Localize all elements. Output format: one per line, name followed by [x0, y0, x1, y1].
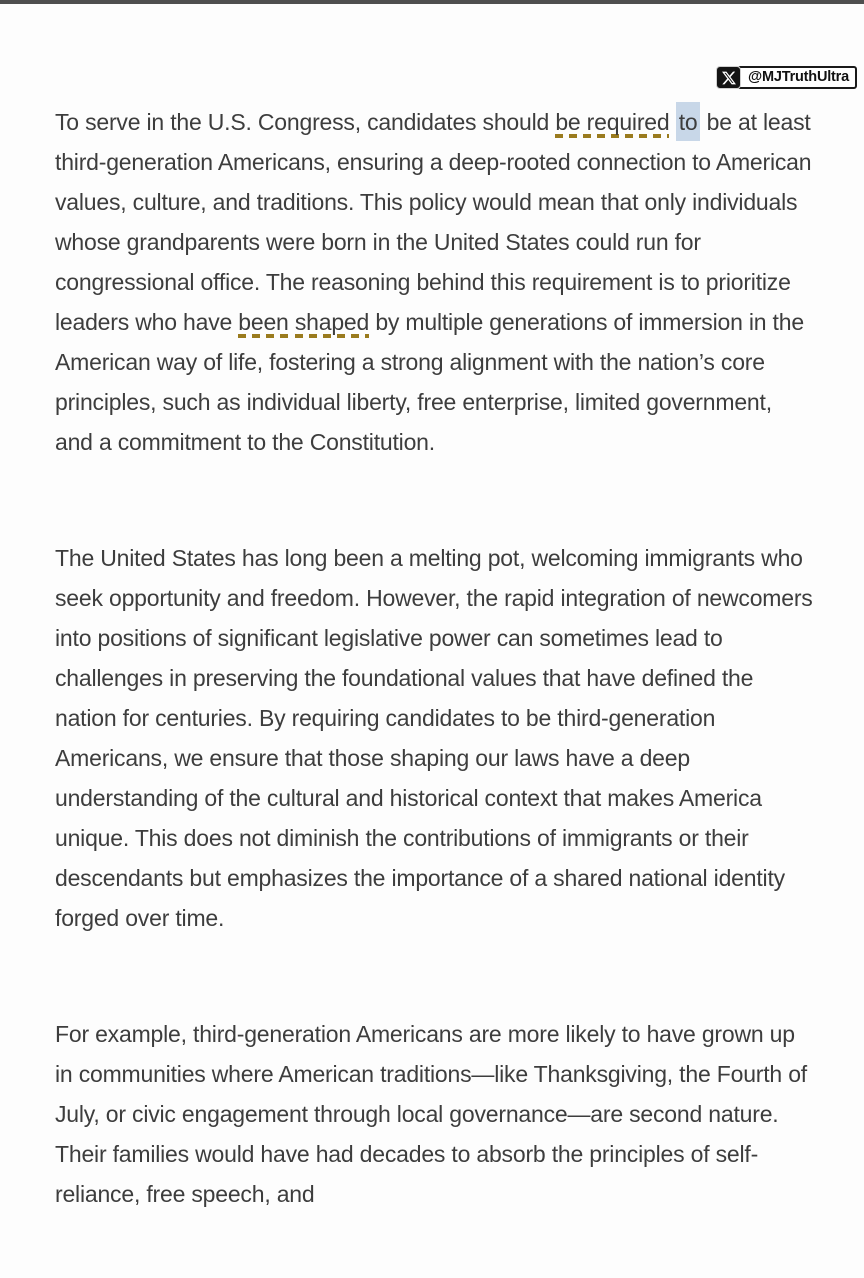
- top-edge-bar: [0, 0, 864, 4]
- watermark-badge: [716, 66, 857, 89]
- text-segment: To serve in the U.S. Congress, candidates should: [55, 109, 556, 135]
- paragraph: [55, 1014, 813, 1214]
- text-segment: [289, 309, 295, 335]
- text-segment: For example, third-generation Americans are more likely to have grown up in communities where American traditions—like Thanksgiving, the Fourth of July, or civic engagement through local governance—are second nature. Their families would have had decades to absorb the principles of self-reliance, free speech, and: [55, 1021, 807, 1207]
- selection-highlight: to: [676, 102, 701, 141]
- watermark-handle: @MJTruthUltra: [737, 66, 857, 89]
- text-segment: [669, 109, 675, 135]
- spellcheck-underline: shaped: [295, 309, 369, 338]
- text-segment: by multiple generations of immersion in the American way of life, fostering a strong alignment with the nation’s core principles, such as individual liberty, free enterprise, limited government, and a commitment to the Constitution.: [55, 309, 804, 455]
- text-segment: be at least third-generation Americans, ensuring a deep-rooted connection to American values, culture, and traditions. This policy would mean that only individuals whose grandparents were born in the United States could run for congressional office. The reasoning behind this requirement is to prioritize leaders who have: [55, 109, 812, 335]
- x-logo-icon: [716, 66, 741, 89]
- document-body: [55, 102, 813, 1214]
- spellcheck-underline: been: [238, 309, 288, 338]
- paragraph: [55, 102, 813, 462]
- paragraph: [55, 538, 813, 938]
- spellcheck-underline: be required: [555, 109, 669, 138]
- text-segment: The United States has long been a melting pot, welcoming immigrants who seek opportunity and freedom. However, the rapid integration of newcomers into positions of significant legislative power can sometimes lead to challenges in preserving the foundational values that have defined the nation for centuries. By requiring candidates to be third-generation Americans, we ensure that those shaping our laws have a deep understanding of the cultural and historical context that makes America unique. This does not diminish the contributions of immigrants or their descendants but emphasizes the importance of a shared national identity forged over time.: [55, 545, 813, 931]
